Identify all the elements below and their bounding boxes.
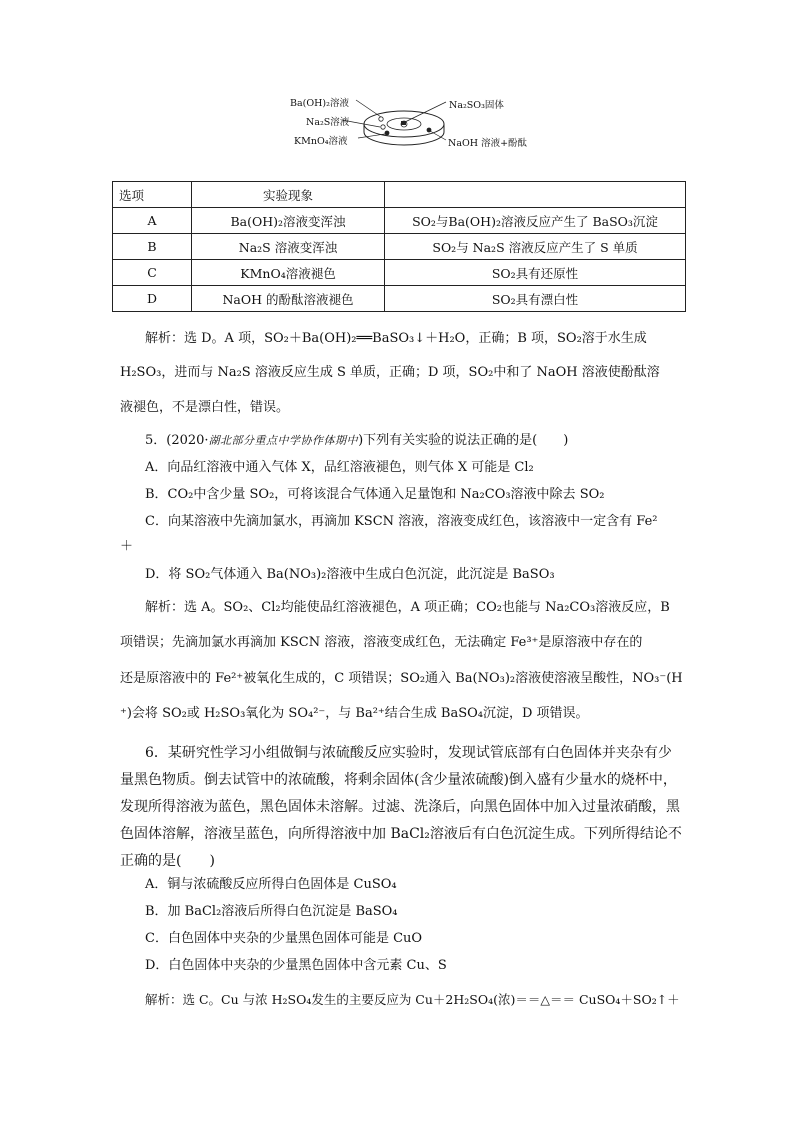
experiment-table <box>112 181 686 312</box>
q5-stem-suffix: )下列有关实验的说法正确的是( ) <box>358 433 569 448</box>
table-cell: SO₂具有漂白性 <box>385 286 686 312</box>
table-cell: SO₂与Ba(OH)₂溶液反应产生了 BaSO₃沉淀 <box>385 208 686 234</box>
q6-stem-line: 6．某研究性学习小组做铜与浓硫酸反应实验时，发现试管底部有白色固体并夹杂有少 <box>145 745 672 761</box>
q6-stem-line: 发现所得溶液为蓝色，黑色固体未溶解。过滤、洗涤后，向黑色固体中加入过量浓硝酸，黑 <box>120 799 680 815</box>
q4-analysis-line: 解析：选 D。A 项，SO₂＋Ba(OH)₂══BaSO₃↓＋H₂O，正确；B 项，SO₂溶于水生成 <box>145 331 647 346</box>
table-row <box>113 208 686 234</box>
table-cell: KMnO₄溶液褪色 <box>192 260 385 286</box>
q5-option-c: C．向某溶液中先滴加氯水，再滴加 KSCN 溶液，溶液变成红色，该溶液中一定含有 Fe² <box>145 514 658 529</box>
q5-analysis-line: 解析：选 A。SO₂、Cl₂均能使品红溶液褪色，A 项正确；CO₂也能与 Na₂CO₃溶液反应，B <box>145 600 670 615</box>
q6-stem-line: 量黑色物质。倒去试管中的浓硫酸，将剩余固体(含少量浓硫酸)倒入盛有少量水的烧杯中， <box>120 772 677 788</box>
q5-option-a: A．向品红溶液中通入气体 X，品红溶液褪色，则气体 X 可能是 Cl₂ <box>145 460 534 475</box>
table-cell: D <box>113 286 192 312</box>
q5-stem <box>145 432 568 450</box>
table-header-cell <box>385 182 686 208</box>
table-header-cell: 选项 <box>113 182 192 208</box>
table-cell: A <box>113 208 192 234</box>
q5-stem-prefix: 5．(2020· <box>145 433 209 448</box>
q6-option-d: D．白色固体中夹杂的少量黑色固体中含元素 Cu、S <box>145 958 447 973</box>
table-cell: NaOH 的酚酞溶液褪色 <box>192 286 385 312</box>
label-na2so3: Na₂SO₃固体 <box>449 100 504 111</box>
q4-analysis-line: H₂SO₃，进而与 Na₂S 溶液反应生成 S 单质，正确；D 项，SO₂中和了 NaOH 溶液使酚酞溶 <box>120 365 660 380</box>
q5-option-d: D．将 SO₂气体通入 Ba(NO₃)₂溶液中生成白色沉淀，此沉淀是 BaSO₃ <box>145 567 555 582</box>
label-naoh: NaOH 溶液+酚酞 <box>448 138 528 149</box>
q5-analysis-line: 项错误；先滴加氯水再滴加 KSCN 溶液，溶液变成红色，无法确定 Fe³⁺是原溶液中存在的 <box>120 635 643 650</box>
table-cell: B <box>113 234 192 260</box>
q5-option-c-cont: ＋ <box>120 539 134 554</box>
q4-analysis-line: 液褪色，不是漂白性，错误。 <box>120 400 290 415</box>
label-kmno4: KMnO₄溶液 <box>294 136 348 147</box>
table-row <box>113 260 686 286</box>
q6-option-b: B．加 BaCl₂溶液后所得白色沉淀是 BaSO₄ <box>145 904 398 919</box>
q5-analysis-line: 还是原溶液中的 Fe²⁺被氧化生成的，C 项错误；SO₂通入 Ba(NO₃)₂溶液使溶液呈酸性，NO₃⁻(H <box>120 671 683 686</box>
label-baoh2: Ba(OH)₂溶液 <box>290 98 349 109</box>
table-row <box>113 286 686 312</box>
q5-analysis-line: ⁺)会将 SO₂或 H₂SO₃氧化为 SO₄²⁻，与 Ba²⁺结合生成 BaSO₄沉淀，D 项错误。 <box>120 706 589 721</box>
q6-option-a: A．铜与浓硫酸反应所得白色固体是 CuSO₄ <box>145 877 397 892</box>
q5-option-b: B．CO₂中含少量 SO₂，可将该混合气体通入足量饱和 Na₂CO₃溶液中除去 SO₂ <box>145 487 605 502</box>
q6-analysis-line: 解析：选 C。Cu 与浓 H₂SO₄发生的主要反应为 Cu＋2H₂SO₄(浓)＝＝△＝＝ CuSO₄＋SO₂↑＋ <box>145 992 680 1007</box>
table-header-cell: 实验现象 <box>192 182 385 208</box>
table-header-row <box>113 182 686 208</box>
q6-option-c: C．白色固体中夹杂的少量黑色固体可能是 CuO <box>145 931 423 946</box>
table-cell: C <box>113 260 192 286</box>
table-cell: Na₂S 溶液变浑浊 <box>192 234 385 260</box>
table-cell: SO₂具有还原性 <box>385 260 686 286</box>
table-row <box>113 234 686 260</box>
apparatus-diagram <box>286 90 546 152</box>
label-na2s: Na₂S溶液 <box>306 117 350 128</box>
table-cell: Ba(OH)₂溶液变浑浊 <box>192 208 385 234</box>
q6-stem-line: 正确的是( ) <box>120 853 215 869</box>
q5-source: 湖北部分重点中学协作体期中 <box>208 434 359 447</box>
table-cell: SO₂与 Na₂S 溶液反应产生了 S 单质 <box>385 234 686 260</box>
q6-stem-line: 色固体溶解，溶液呈蓝色，向所得溶液中加 BaCl₂溶液后有白色沉淀生成。下列所得结论不 <box>120 826 682 842</box>
